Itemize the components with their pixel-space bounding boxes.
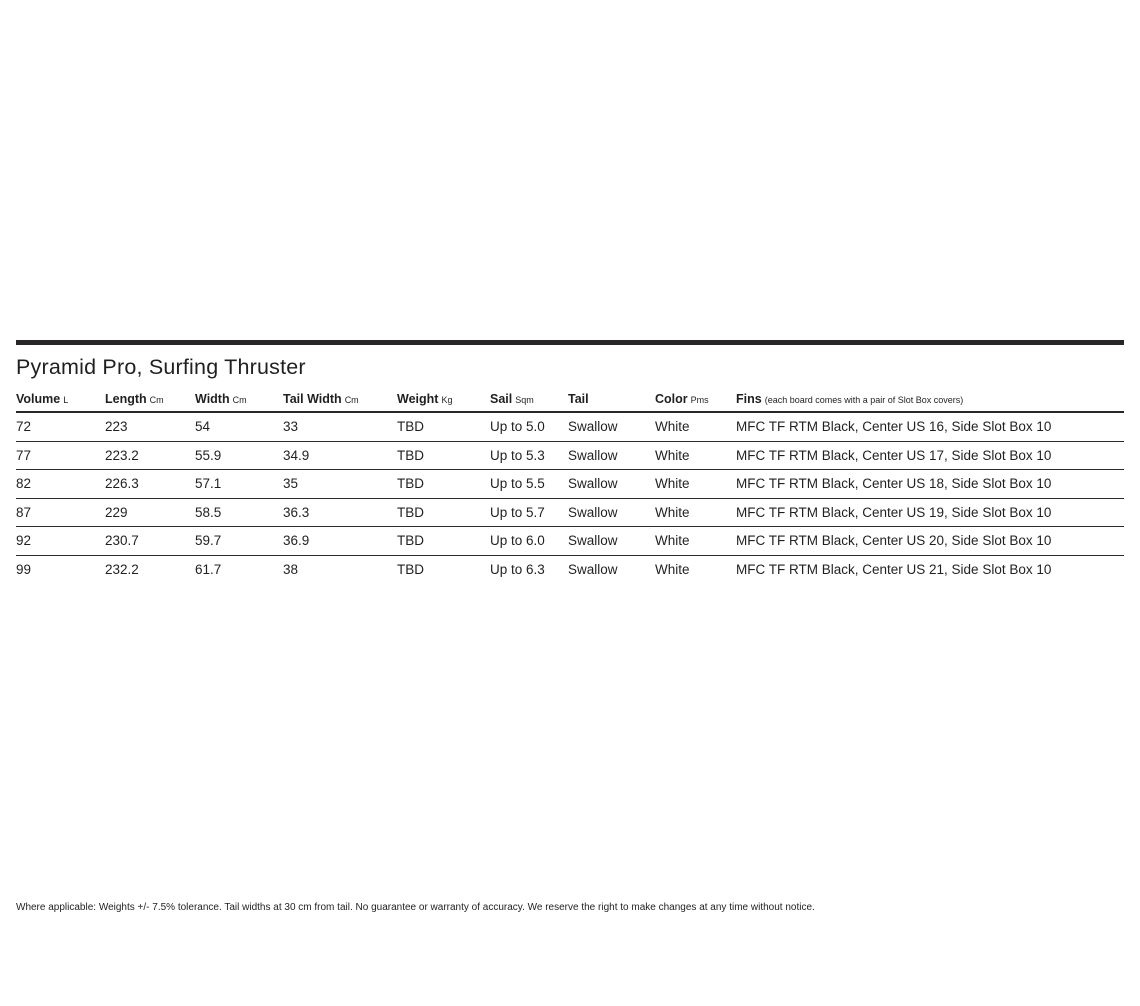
header-unit: Cm <box>344 395 359 405</box>
header-cell-width: Width Cm <box>195 392 247 406</box>
table-cell: White <box>655 447 690 463</box>
table-cell: MFC TF RTM Black, Center US 16, Side Slot Box 10 <box>736 419 1052 435</box>
table-cell: MFC TF RTM Black, Center US 17, Side Slot Box 10 <box>736 447 1052 463</box>
disclaimer-footnote: Where applicable: Weights +/- 7.5% tolerance. Tail widths at 30 cm from tail. No guarantee or warranty of accuracy. We reserve the right to make changes at any time without notice. <box>16 902 815 913</box>
table-cell: White <box>655 504 690 520</box>
table-cell: 230.7 <box>105 533 139 549</box>
table-cell: Up to 5.0 <box>490 419 545 435</box>
header-unit: Sqm <box>515 395 534 405</box>
table-row <box>16 470 1124 499</box>
header-cell-length: Length Cm <box>105 392 164 406</box>
table-cell: Up to 5.5 <box>490 476 545 492</box>
table-cell: TBD <box>397 533 424 549</box>
table-cell: 226.3 <box>105 476 139 492</box>
table-cell: 232.2 <box>105 562 139 578</box>
table-cell: 223.2 <box>105 447 139 463</box>
header-unit: Cm <box>149 395 164 405</box>
header-cell-color: Color Pms <box>655 392 709 406</box>
table-cell: 36.3 <box>283 504 310 520</box>
table-cell: 77 <box>16 447 32 463</box>
table-cell: TBD <box>397 476 424 492</box>
table-cell: 58.5 <box>195 504 222 520</box>
spec-table <box>16 387 1124 584</box>
table-cell: Swallow <box>568 504 618 520</box>
table-cell: MFC TF RTM Black, Center US 21, Side Slot Box 10 <box>736 562 1052 578</box>
table-cell: 59.7 <box>195 533 222 549</box>
table-cell: 72 <box>16 419 32 435</box>
table-cell: 38 <box>283 562 299 578</box>
table-cell: White <box>655 419 690 435</box>
table-cell: MFC TF RTM Black, Center US 18, Side Slot Box 10 <box>736 476 1052 492</box>
table-header-row <box>16 387 1124 413</box>
header-cell-weight: Weight Kg <box>397 392 453 406</box>
table-cell: Up to 5.3 <box>490 447 545 463</box>
table-row <box>16 413 1124 442</box>
table-cell: 33 <box>283 419 299 435</box>
header-cell-tail-width: Tail Width Cm <box>283 392 359 406</box>
table-cell: 99 <box>16 562 32 578</box>
table-cell: TBD <box>397 562 424 578</box>
header-cell-tail: Tail <box>568 392 589 406</box>
table-cell: White <box>655 562 690 578</box>
table-cell: White <box>655 533 690 549</box>
table-cell: MFC TF RTM Black, Center US 19, Side Slot Box 10 <box>736 504 1052 520</box>
table-cell: 61.7 <box>195 562 222 578</box>
table-cell: 54 <box>195 419 211 435</box>
table-cell: 223 <box>105 419 128 435</box>
table-cell: 35 <box>283 476 299 492</box>
table-cell: Up to 6.0 <box>490 533 545 549</box>
table-cell: TBD <box>397 419 424 435</box>
table-cell: White <box>655 476 690 492</box>
table-cell: Swallow <box>568 447 618 463</box>
table-cell: Up to 6.3 <box>490 562 545 578</box>
table-body <box>16 413 1124 584</box>
table-cell: MFC TF RTM Black, Center US 20, Side Slot Box 10 <box>736 533 1052 549</box>
header-cell-volume: Volume L <box>16 392 69 406</box>
table-cell: Swallow <box>568 562 618 578</box>
table-cell: 57.1 <box>195 476 222 492</box>
header-cell-fins: Fins (each board comes with a pair of Slot Box covers) <box>736 392 964 406</box>
table-cell: Swallow <box>568 533 618 549</box>
header-unit: Pms <box>690 395 709 405</box>
table-row <box>16 442 1124 471</box>
table-cell: 55.9 <box>195 447 222 463</box>
page-title: Pyramid Pro, Surfing Thruster <box>16 355 306 379</box>
table-cell: 34.9 <box>283 447 310 463</box>
table-cell: Swallow <box>568 476 618 492</box>
table-cell: 82 <box>16 476 32 492</box>
table-cell: 92 <box>16 533 32 549</box>
table-cell: Swallow <box>568 419 618 435</box>
table-row <box>16 556 1124 585</box>
top-rule <box>16 340 1124 345</box>
table-cell: TBD <box>397 504 424 520</box>
table-cell: Up to 5.7 <box>490 504 545 520</box>
header-unit: Kg <box>441 395 453 405</box>
header-unit: L <box>63 395 69 405</box>
header-unit: Cm <box>232 395 247 405</box>
header-unit: (each board comes with a pair of Slot Box covers) <box>764 395 964 405</box>
header-cell-sail: Sail Sqm <box>490 392 534 406</box>
table-row <box>16 499 1124 528</box>
table-row <box>16 527 1124 556</box>
table-cell: 36.9 <box>283 533 310 549</box>
table-cell: TBD <box>397 447 424 463</box>
table-cell: 87 <box>16 504 32 520</box>
table-cell: 229 <box>105 504 128 520</box>
